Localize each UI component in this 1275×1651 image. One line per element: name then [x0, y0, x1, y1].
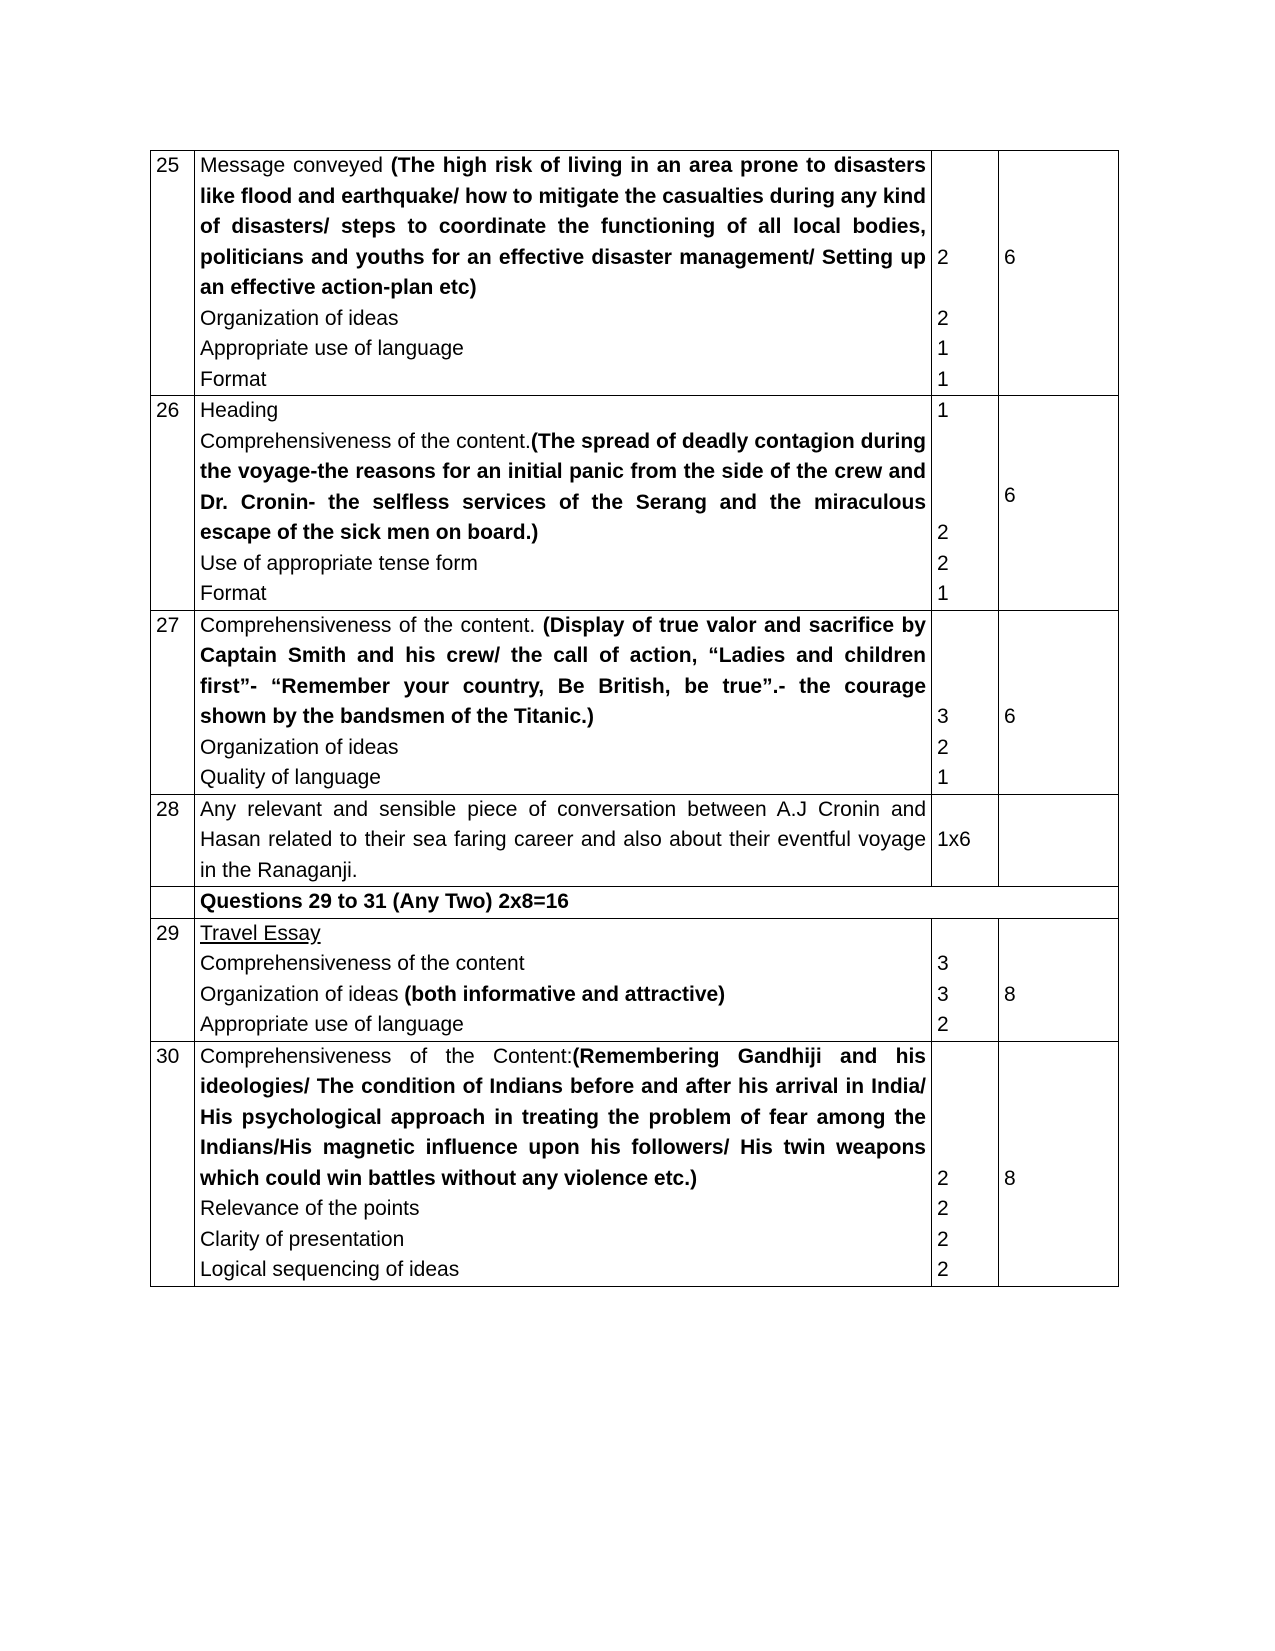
question-number: 26 — [151, 396, 195, 611]
section-header-row — [151, 887, 1119, 919]
section-header — [195, 887, 1119, 919]
table-row — [151, 794, 1119, 887]
marks-cell — [932, 1041, 999, 1286]
criteria-cell — [195, 610, 932, 794]
criteria-detail: (Display of true valor and sacrifice by Captain Smith and his crew/ the call of action, “Ladies and children first”- “Remember your country, Be British, be true”.- the courage shown by the bandsmen of the Titanic.) — [200, 613, 926, 728]
mark-value: 2 — [937, 1166, 949, 1190]
criteria-heading: Heading — [200, 399, 279, 422]
mark-value: 1 — [937, 337, 949, 360]
question-number: 28 — [151, 794, 195, 887]
section-header-text: Questions 29 to 31 (Any Two) 2x8=16 — [200, 890, 569, 913]
criteria-item: Logical sequencing of ideas — [200, 1258, 460, 1281]
table-row — [151, 396, 1119, 611]
table-row — [151, 1041, 1119, 1286]
criteria-intro: Message conveyed — [200, 154, 391, 177]
mark-value: 1 — [937, 766, 949, 789]
total-cell: 8 — [999, 1041, 1119, 1286]
criteria-item: Organization of ideas — [200, 982, 405, 1006]
table-row — [151, 610, 1119, 794]
criteria-detail: (The spread of deadly contagion during the voyage-the reasons for an initial panic from the side of the crew and Dr. Cronin- the selfless services of the Serang and the miraculous escape of the sick men on board.) — [200, 429, 926, 544]
marks-cell — [932, 918, 999, 1041]
question-number: 27 — [151, 610, 195, 794]
total-cell: 6 — [999, 151, 1119, 396]
criteria-item: Organization of ideas — [200, 735, 399, 759]
marks-cell — [932, 610, 999, 794]
criteria-item: Organization of ideas — [200, 306, 399, 330]
criteria-cell — [195, 1041, 932, 1286]
mark-value: 1 — [937, 367, 949, 391]
criteria-item: Comprehensiveness of the content — [200, 952, 525, 975]
criteria-detail: (Remembering Gandhiji and his ideologies/ The condition of Indians before and after his arrival in India/ His psychological approach in treating the problem of fear among the Indians/His magnetic influence upon his followers/ His twin weapons which could win battles without any violence etc.) — [200, 1044, 926, 1190]
mark-value: 2 — [937, 735, 949, 759]
criteria-intro: Comprehensiveness of the content. — [200, 429, 531, 453]
criteria-item: Clarity of presentation — [200, 1227, 405, 1251]
total-cell: 6 — [999, 610, 1119, 794]
mark-value: 2 — [937, 1197, 949, 1220]
question-number: 25 — [151, 151, 195, 396]
criteria-cell — [195, 396, 932, 611]
mark-value: 3 — [937, 705, 949, 728]
criteria-cell — [195, 918, 932, 1041]
total-cell: 8 — [999, 918, 1119, 1041]
mark-value: 3 — [937, 982, 949, 1006]
essay-type-title: Travel Essay — [200, 921, 321, 945]
mark-value: 2 — [937, 521, 949, 544]
mark-value: 1x6 — [937, 828, 971, 851]
criteria-cell: Any relevant and sensible piece of conversation between A.J Cronin and Hasan related to their sea faring career and also about their eventful voyage in the Ranaganji. — [195, 794, 932, 887]
mark-value: 2 — [937, 1227, 949, 1251]
question-number: 30 — [151, 1041, 195, 1286]
total-cell — [999, 794, 1119, 887]
mark-value: 2 — [937, 551, 949, 575]
criteria-item: Appropriate use of language — [200, 1013, 464, 1036]
criteria-item: Relevance of the points — [200, 1197, 420, 1220]
marks-cell — [932, 151, 999, 396]
criteria-item: Quality of language — [200, 766, 381, 789]
mark-value: 1 — [937, 582, 949, 605]
marks-cell — [932, 396, 999, 611]
marking-scheme-page — [150, 150, 1118, 1287]
table-row — [151, 151, 1119, 396]
criteria-item: Format — [200, 582, 267, 605]
mark-value: 1 — [937, 399, 949, 422]
criteria-item: Use of appropriate tense form — [200, 551, 478, 575]
marks-cell — [932, 794, 999, 887]
criteria-detail: (The high risk of living in an area prone to disasters like flood and earthquake/ how to mitigate the casualties during any kind of disasters/ steps to coordinate the functioning of all local bodies, politicians and youths for an effective disaster management/ Setting up an effective action-plan etc) — [200, 154, 926, 299]
mark-value: 3 — [937, 952, 949, 975]
criteria-item: Format — [200, 367, 267, 391]
marking-scheme-table — [150, 150, 1119, 1287]
criteria-detail: (both informative and attractive) — [404, 982, 726, 1006]
mark-value: 2 — [937, 1258, 949, 1281]
criteria-intro: Comprehensiveness of the Content: — [200, 1044, 573, 1068]
criteria-item: Appropriate use of language — [200, 337, 464, 360]
section-header-blank — [151, 887, 195, 919]
total-cell: 6 — [999, 396, 1119, 611]
criteria-cell — [195, 151, 932, 396]
mark-value: 2 — [937, 306, 949, 330]
criteria-intro: Comprehensiveness of the content. — [200, 613, 543, 637]
mark-value: 2 — [937, 245, 949, 269]
question-number: 29 — [151, 918, 195, 1041]
mark-value: 2 — [937, 1013, 949, 1036]
table-row — [151, 918, 1119, 1041]
